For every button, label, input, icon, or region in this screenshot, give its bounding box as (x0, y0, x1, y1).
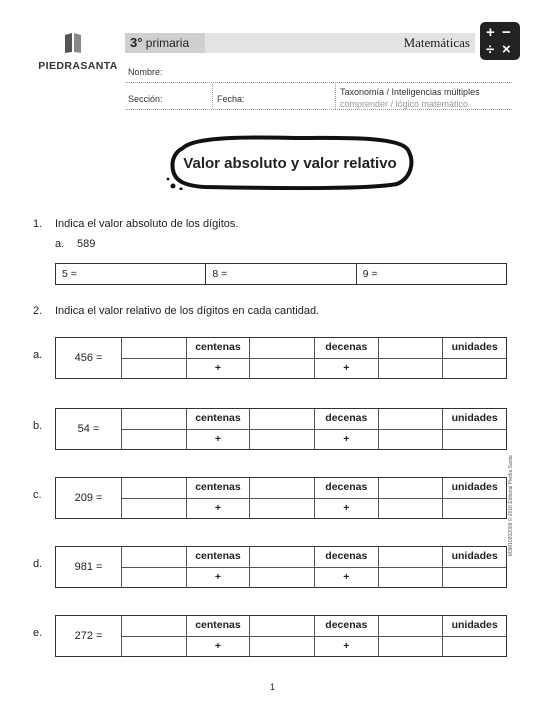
q2-item-letter: c. (33, 489, 42, 501)
header-centenas: centenas (186, 338, 250, 358)
answer-cell[interactable] (121, 568, 186, 588)
header-unidades: unidades (442, 338, 506, 358)
q2-item-letter: b. (33, 420, 43, 432)
grid-header-row (121, 409, 506, 429)
place-value-grid (121, 478, 506, 518)
q2-item-value: 456 = (74, 352, 103, 364)
divider (335, 84, 336, 109)
copyright-sidebar: M3M10202009 © 2016 Editorial Piedra Santa (508, 455, 514, 556)
answer-cell[interactable] (249, 409, 314, 429)
grid-answer-row (121, 636, 506, 657)
place-value-grid (121, 616, 506, 656)
answer-cell[interactable] (249, 637, 314, 657)
nombre-line[interactable] (125, 82, 512, 83)
header-unidades: unidades (442, 616, 506, 636)
answer-cell[interactable] (121, 478, 186, 498)
q2-item-value: 981 = (74, 561, 103, 573)
answer-cell[interactable] (121, 359, 186, 379)
answer-cell[interactable] (378, 430, 443, 450)
header-centenas: centenas (186, 616, 250, 636)
divider (125, 109, 512, 110)
grid-answer-row (121, 567, 506, 588)
answer-cell[interactable] (442, 359, 506, 379)
answer-cell[interactable] (121, 338, 186, 358)
answer-cell[interactable] (249, 359, 314, 379)
header-decenas: decenas (314, 338, 378, 358)
answer-cell[interactable] (121, 637, 186, 657)
plus-sign: + (186, 359, 250, 379)
answer-cell[interactable] (249, 547, 314, 567)
answer-cell[interactable] (378, 359, 443, 379)
grid-header-row (121, 338, 506, 358)
q2-item-letter: d. (33, 558, 43, 570)
header-centenas: centenas (186, 547, 250, 567)
answer-cell-5[interactable]: 5 = (56, 264, 206, 284)
header-unidades: unidades (442, 547, 506, 567)
q1-answer-box (55, 263, 507, 285)
grid-answer-row (121, 358, 506, 379)
math-operations-icon: + − ÷ × (480, 22, 520, 60)
q2-item-value: 272 = (74, 630, 103, 642)
plus-sign: + (314, 359, 378, 379)
q2-number: 2. (33, 305, 43, 317)
answer-cell-9[interactable]: 9 = (362, 268, 378, 280)
plus-sign: + (186, 568, 250, 588)
nombre-label: Nombre: (128, 67, 163, 77)
grid-answer-row (121, 429, 506, 450)
answer-cell[interactable] (442, 568, 506, 588)
taxonomy-sub-label: comprender / lógico matemático (340, 99, 469, 109)
plus-sign: + (314, 430, 378, 450)
publisher-logo: PIEDRASANTA (38, 60, 118, 72)
answer-cell[interactable] (378, 409, 443, 429)
page-number: 1 (270, 682, 276, 692)
answer-cell[interactable] (121, 547, 186, 567)
q2-item-box (55, 408, 507, 450)
q2-item-letter: a. (33, 349, 43, 361)
header-decenas: decenas (314, 547, 378, 567)
answer-cell[interactable] (378, 637, 443, 657)
q2-item-box (55, 546, 507, 588)
plus-sign: + (314, 637, 378, 657)
answer-cell[interactable] (378, 568, 443, 588)
answer-cell[interactable] (249, 478, 314, 498)
plus-sign: + (186, 499, 250, 519)
answer-cell[interactable] (378, 499, 443, 519)
grid-header-row (121, 616, 506, 636)
place-value-grid (121, 547, 506, 587)
answer-cell[interactable] (249, 499, 314, 519)
answer-cell[interactable] (249, 338, 314, 358)
grid-answer-row (121, 498, 506, 519)
q2-item-box (55, 477, 507, 519)
answer-cell[interactable] (121, 499, 186, 519)
answer-cell[interactable] (249, 616, 314, 636)
fecha-label: Fecha: (217, 94, 245, 104)
place-value-grid (121, 338, 506, 378)
grade-label: 3° primaria (125, 33, 205, 53)
subject-label: Matemáticas (403, 35, 470, 50)
plus-sign: + (314, 499, 378, 519)
header-decenas: decenas (314, 478, 378, 498)
place-value-grid (121, 409, 506, 449)
header-centenas: centenas (186, 478, 250, 498)
grid-header-row (121, 547, 506, 567)
plus-sign: + (314, 568, 378, 588)
taxonomy-label: Taxonomía / Inteligencias múltiples (340, 87, 480, 97)
answer-cell[interactable] (249, 568, 314, 588)
q2-item-value: 209 = (74, 492, 103, 504)
q1-sub-value: 589 (77, 238, 96, 250)
plus-sign: + (186, 637, 250, 657)
header-decenas: decenas (314, 616, 378, 636)
worksheet-title: Valor absoluto y valor relativo (183, 155, 397, 172)
answer-cell[interactable] (442, 499, 506, 519)
q2-item-value: 54 = (77, 423, 100, 435)
book-logo-icon (62, 32, 84, 54)
header-decenas: decenas (314, 409, 378, 429)
answer-cell[interactable] (378, 338, 443, 358)
divider (212, 84, 213, 109)
answer-cell[interactable] (121, 409, 186, 429)
q2-item-box (55, 615, 507, 657)
q2-item-box (55, 337, 507, 379)
grid-header-row (121, 478, 506, 498)
answer-cell[interactable] (378, 616, 443, 636)
answer-cell[interactable] (121, 616, 186, 636)
q2-text: Indica el valor relativo de los dígitos en cada cantidad. (55, 305, 320, 317)
header-centenas: centenas (186, 409, 250, 429)
answer-cell[interactable] (378, 547, 443, 567)
answer-cell[interactable] (121, 430, 186, 450)
answer-cell[interactable] (442, 637, 506, 657)
header-unidades: unidades (442, 478, 506, 498)
seccion-label: Sección: (128, 94, 163, 104)
header-unidades: unidades (442, 409, 506, 429)
plus-sign: + (186, 430, 250, 450)
answer-cell-8[interactable]: 8 = (206, 264, 356, 284)
q1-text: Indica el valor absoluto de los dígitos. (55, 218, 239, 230)
answer-cell[interactable] (378, 478, 443, 498)
answer-cell[interactable] (442, 430, 506, 450)
q1-number: 1. (33, 218, 43, 230)
q1-sub-letter: a. (55, 238, 65, 250)
q2-item-letter: e. (33, 627, 43, 639)
answer-cell[interactable] (249, 430, 314, 450)
